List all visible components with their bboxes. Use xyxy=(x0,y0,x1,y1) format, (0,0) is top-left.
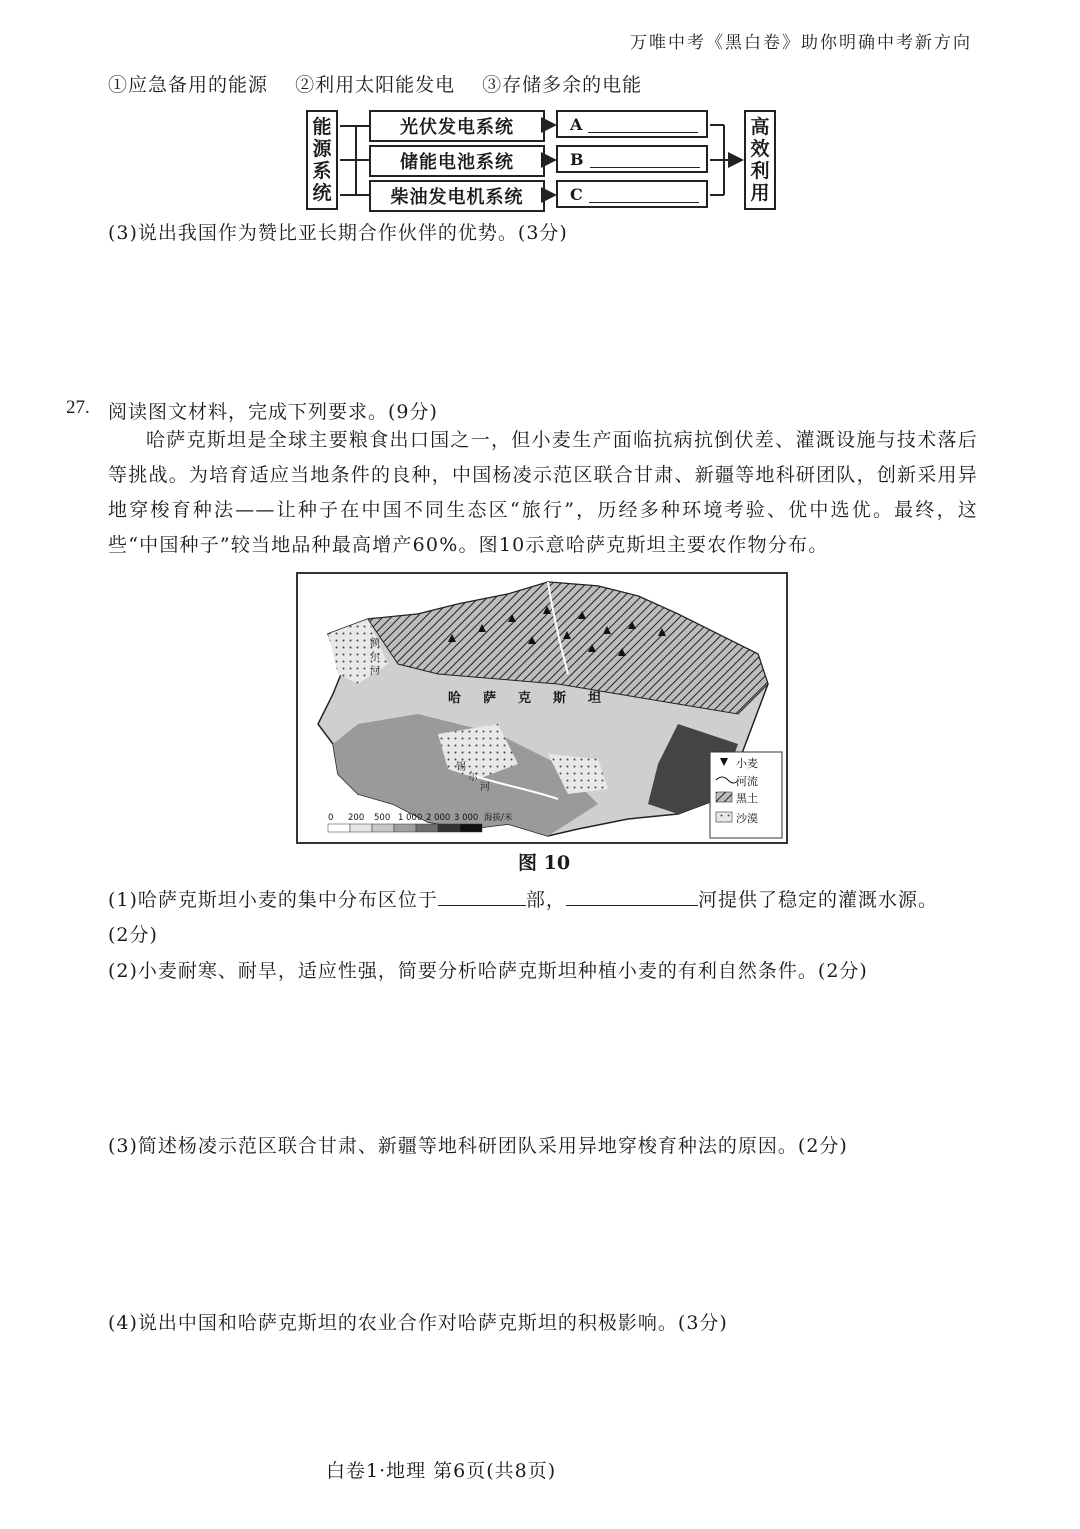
q1-part-c: 河提供了稳定的灌溉水源。 xyxy=(697,889,938,911)
question-27-3: (3)简述杨凌示范区联合甘肃、新疆等地科研团队采用异地穿梭育种法的原因。(2分) xyxy=(108,1135,848,1157)
kazakhstan-crop-map xyxy=(296,572,788,844)
option-1: ①应急备用的能源 xyxy=(108,74,269,96)
legend-black-soil: 黑土 xyxy=(736,792,758,805)
question-27-intro: 阅读图文材料，完成下列要求。(9分) xyxy=(108,401,438,423)
answer-options xyxy=(108,70,662,97)
river-label-4: 锡 xyxy=(456,762,466,773)
question-number: 27. xyxy=(66,397,90,418)
scale-cell xyxy=(394,824,416,832)
scale-tick-200: 200 xyxy=(348,813,365,823)
page-footer: 白卷1·地理 第6页(共8页) xyxy=(326,1460,557,1482)
legend-wheat: 小麦 xyxy=(736,757,758,770)
scale-cell xyxy=(416,824,438,832)
scale-unit: 海拔/米 xyxy=(484,813,513,823)
scale-tick-500: 500 xyxy=(374,813,391,823)
q1-blank-direction[interactable] xyxy=(438,887,526,906)
legend-river: 河流 xyxy=(736,775,758,788)
q1-blank-river[interactable] xyxy=(566,887,698,906)
page-header: 万唯中考《黑白卷》助你明确中考新方向 xyxy=(630,33,972,53)
country-label-2: 萨 xyxy=(483,691,497,706)
legend-desert: 沙漠 xyxy=(736,812,758,825)
efficient-use-label: 高 效 利 用 xyxy=(744,110,776,210)
map-figure xyxy=(298,574,786,842)
scale-tick-2000: 2 000 xyxy=(426,813,451,823)
answer-box-c[interactable]: C xyxy=(556,180,708,208)
q1-part-a: (1)哈萨克斯坦小麦的集中分布区位于 xyxy=(108,889,438,911)
figure-caption: 图 10 xyxy=(518,852,571,874)
question-26-3: (3)说出我国作为赞比亚长期合作伙伴的优势。(3分) xyxy=(108,222,568,244)
option-2: ②利用太阳能发电 xyxy=(295,74,456,96)
answer-box-b[interactable]: B xyxy=(556,145,708,173)
country-label-3: 克 xyxy=(518,691,532,706)
pv-system-box: 光伏发电系统 xyxy=(369,110,545,142)
river-label-1: 额 xyxy=(370,638,380,649)
country-label-1: 哈 xyxy=(448,691,462,706)
scale-cell xyxy=(350,824,372,832)
river-label-6: 河 xyxy=(480,782,490,793)
river-label-2: 尔 xyxy=(370,652,380,663)
river-label-3: 河 xyxy=(370,666,380,677)
black-soil-icon xyxy=(716,792,732,802)
scale-cell xyxy=(460,824,482,832)
scale-cell xyxy=(372,824,394,832)
diesel-system-box: 柴油发电机系统 xyxy=(369,180,545,212)
energy-system-diagram xyxy=(306,108,782,212)
desert-icon xyxy=(716,812,732,822)
energy-system-label: 能 源 系 统 xyxy=(306,110,338,210)
scale-cell xyxy=(328,824,350,832)
scale-tick-3000: 3 000 xyxy=(454,813,479,823)
q1-part-b: 部， xyxy=(525,889,566,911)
river-label-5: 尔 xyxy=(468,772,478,783)
question-27-2: (2)小麦耐寒、耐旱，适应性强，简要分析哈萨克斯坦种植小麦的有利自然条件。(2分) xyxy=(108,960,868,982)
elevation-scale xyxy=(328,812,513,832)
country-label-5: 坦 xyxy=(588,691,602,706)
scale-tick-1000: 1 000 xyxy=(398,813,423,823)
question-27-material: 哈萨克斯坦是全球主要粮食出口国之一，但小麦生产面临抗病抗倒伏差、灌溉设施与技术落后等挑战。为培育适应当地条件的良种，中国杨凌示范区联合甘肃、新疆等地科研团队，创新采用异地穿梭育种法——让种子在中国不同生态区“旅行”，历经多种环境考验、优中选优。最终，这些“中国种子”较当地品种最高增产60%。图10示意哈萨克斯坦主要农作物分布。 xyxy=(108,429,978,556)
question-27-1-score: (2分) xyxy=(108,924,158,946)
country-label-4: 斯 xyxy=(553,691,567,706)
battery-system-box: 储能电池系统 xyxy=(369,145,545,177)
map-legend xyxy=(710,752,782,838)
scale-tick-0: 0 xyxy=(328,813,334,823)
question-27-1 xyxy=(108,885,938,912)
scale-cell xyxy=(438,824,460,832)
answer-box-a[interactable]: A xyxy=(556,110,708,138)
question-27-4: (4)说出中国和哈萨克斯坦的农业合作对哈萨克斯坦的积极影响。(3分) xyxy=(108,1312,728,1334)
option-3: ③存储多余的电能 xyxy=(482,74,643,96)
